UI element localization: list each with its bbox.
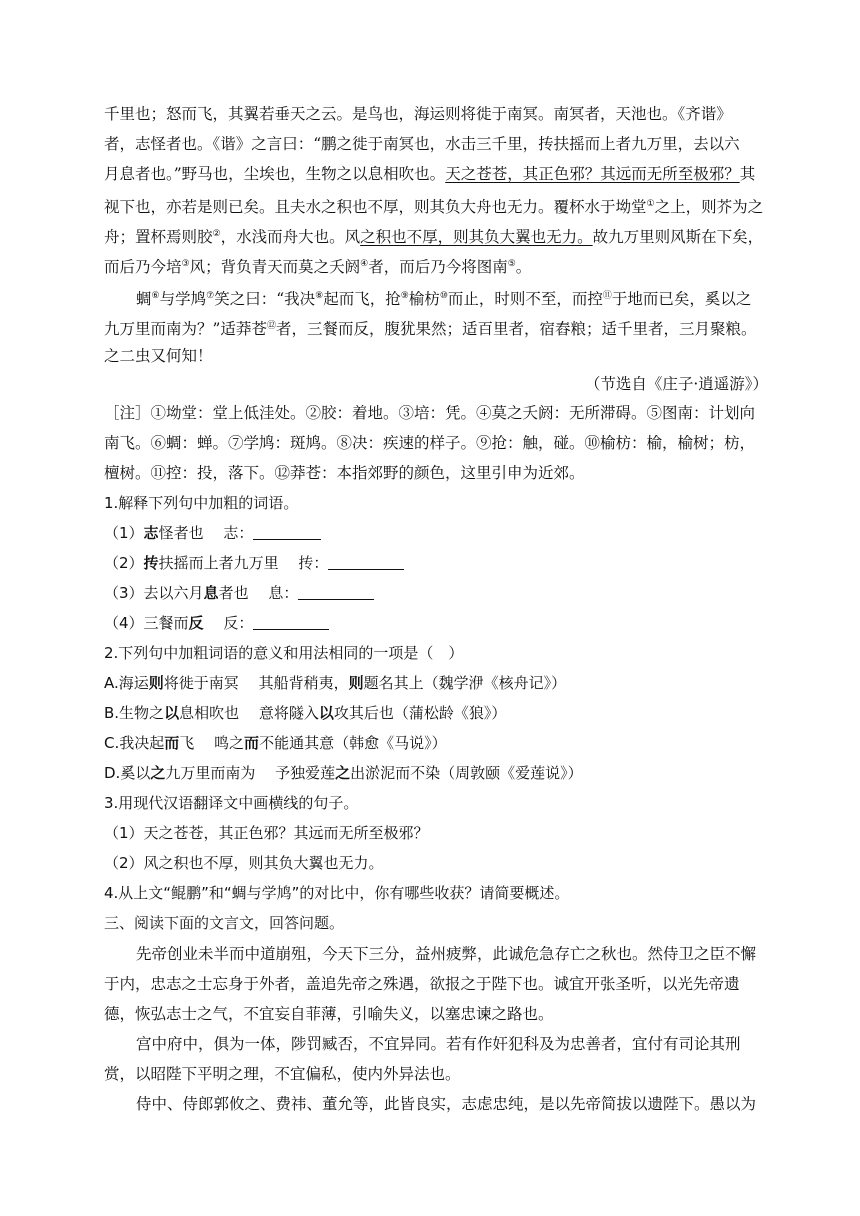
answer-blank[interactable] [298,585,374,600]
source-citation: （节选自《庄子·逍遥游》） [584,375,768,393]
option-a[interactable]: A.海运则将徙于南冥 其船背稍夷，则题名其上（魏学洢《核舟记》） [104,674,567,692]
passage-line: 德，恢弘志士之气，不宜妄自菲薄，引喻失义，以塞忠谏之路也。 [104,1005,554,1023]
question-3-item: （1）天之苍苍，其正色邪？其远而无所至极邪？ [104,824,429,842]
option-c[interactable]: C.我决起而飞 鸣之而不能通其意（韩愈《马说》） [104,734,447,752]
notes-line: 檀树。⑪控：投，落下。⑫莽苍：本指郊野的颜色，这里引申为近郊。 [104,464,585,482]
notes-line: 南飞。⑥蜩：蝉。⑦学鸠：斑鸠。⑧决：疾速的样子。⑨抢：触，碰。⑩榆枋：榆，榆树；枋， [104,434,756,452]
question-4: 4.从上文“鲲鹏”和“蜩与学鸠”的对比中，你有哪些收获？请简要概述。 [104,884,570,902]
question-1-item: （2）抟扶摇而上者九万里 抟： [104,553,768,573]
answer-blank[interactable] [253,525,321,540]
notes-line: ［注］①坳堂：堂上低洼处。②胶：着地。③培：凭。④莫之夭阏：无所滞碍。⑤图南：计划向 [104,404,756,422]
question-1-item: （3）去以六月息者也 息： [104,583,768,603]
passage-line: 者，志怪者也。《谐》之言曰：“鹏之徙于南冥也，水击三千里，抟扶摇而上者九万里，去以六 [104,135,740,153]
question-1-item: （1）志怪者也 志： [104,523,768,543]
passage-line: 千里也；怒而飞，其翼若垂天之云。是鸟也，海运则将徙于南冥。南冥者，天池也。《齐谐》 [104,105,732,123]
passage-line: 视下也，亦若是则已矣。且夫水之积也不厚，则其负大舟也无力。覆杯水于坳堂①之上，则芥为之 [104,198,764,216]
question-1: 1.解释下列句中加粗的词语。 [104,494,299,512]
question-2: 2.下列句中加粗词语的意义和用法相同的一项是（ ） [104,644,464,662]
answer-blank[interactable] [328,555,404,570]
answer-blank[interactable] [253,615,329,630]
passage-line: 侍中、侍郎郭攸之、费祎、董允等，此皆良实，志虑忠纯，是以先帝简拔以遗陛下。愚以为 [136,1095,757,1113]
section-heading: 三、阅读下面的文言文，回答问题。 [104,914,345,932]
underlined-sentence-1: 天之苍苍，其正色邪？其远而无所至极邪？ [445,165,740,183]
passage-line: 舟；置杯焉则胶②，水浅而舟大也。风之积也不厚，则其负大翼也无力。故九万里则风斯在下矣， [104,228,764,246]
passage-line: 之二虫又何知！ [104,347,213,365]
passage-line: 先帝创业未半而中道崩殂，今天下三分，益州疲弊，此诚危急存亡之秋也。然侍卫之臣不懈 [136,945,757,963]
question-3-item: （2）风之积也不厚，则其负大翼也无力。 [104,854,384,872]
passage-line: 宫中府中，俱为一体，陟罚臧否，不宜异同。若有作奸犯科及为忠善者，宜付有司论其刑 [136,1035,741,1053]
passage-line: 而后乃今培③风；背负青天而莫之夭阏④者，而后乃今将图南⑤。 [104,258,532,276]
underlined-sentence-2: 之积也不厚，则其负大翼也无力。 [360,228,593,246]
passage-line: 九万里而南为？”适莽苍⑫者，三餐而反，腹犹果然；适百里者，宿舂粮；适千里者，三月聚粮。 [104,320,757,338]
question-3: 3.用现代汉语翻译文中画横线的句子。 [104,794,359,812]
passage-line: 月息者也。”野马也，尘埃也，生物之以息相吹也。天之苍苍，其正色邪？其远而无所至极邪？其 [104,165,756,183]
passage-line: 于内，忠志之士忘身于外者，盖追先帝之殊遇，欲报之于陛下也。诚宜开张圣听，以光先帝遗 [104,975,740,993]
passage-line: 蜩⑥与学鸠⑦笑之曰：“我决⑧起而飞，抢⑨榆枋⑩而止，时则不至，而控⑪于地而已矣，奚以之 [136,290,752,308]
option-d[interactable]: D.奚以之九万里而南为 予独爱莲之出淤泥而不染（周敦颐《爱莲说》） [104,764,583,782]
option-b[interactable]: B.生物之以息相吹也 意将隧入以攻其后也（蒲松龄《狼》） [104,704,507,722]
passage-line: 赏，以昭陛下平明之理，不宜偏私，使内外异法也。 [104,1065,461,1083]
question-1-item: （4）三餐而反 反： [104,613,768,633]
